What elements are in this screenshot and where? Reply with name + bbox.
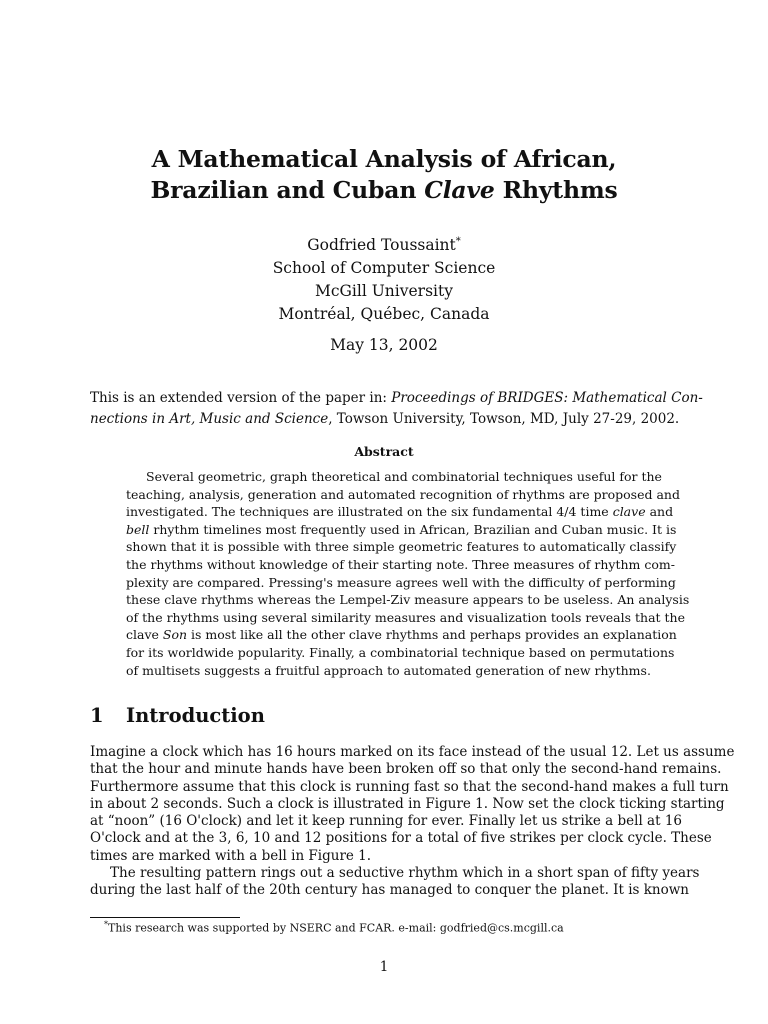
paper-date: May 13, 2002: [330, 336, 438, 354]
author-university: McGill University: [315, 282, 453, 301]
author-location: Montréal, Québec, Canada: [278, 305, 490, 324]
publication-note: This is an extended version of the paper in: Proceedings of BRIDGES: Mathematical Con- nections in Art, Music and Science, Towson University, Towson, MD, July 27-29, 2002.: [90, 390, 703, 427]
title-line-1: A Mathematical Analysis of African,: [151, 145, 617, 173]
title-line-2: Brazilian and Cuban Clave Rhythms: [150, 176, 618, 204]
section-number: 1: [90, 704, 104, 727]
footnote-rule: [90, 917, 240, 918]
body-text: Imagine a clock which has 16 hours marked on its face instead of the usual 12. Let us assume that the hour and minute hands have been broken off so that only the second-hand remains. Furthermore assume that this clock is running fast so that the second-hand makes a full turn in about 2 seconds. Such a clock is illustrated in Figure 1. Now set the clock ticking starting at “noon” (16 O'clock) and let it keep running for ever. Finally let us strike a bell at 16 O'clock and at the 3, 6, 10 and 12 positions for a total of five strikes per clock cycle. These times are marked with a bell in Figure 1. The resulting pattern rings out a seductive rhythm which in a short span of fifty years during the last half of the 20th century has managed to conquer the planet. It is known: [90, 744, 735, 899]
section-heading: [90, 704, 265, 727]
author-block: [0, 230, 768, 326]
paper-title: [0, 144, 768, 206]
section-title: Introduction: [126, 704, 265, 727]
page-number: 1: [379, 959, 389, 975]
footnote: *This research was supported by NSERC and FCAR. e-mail: godfried@cs.mcgill.ca: [104, 920, 564, 935]
abstract-heading: Abstract: [354, 444, 414, 459]
author-affiliation: School of Computer Science: [272, 259, 496, 278]
abstract-text: Several geometric, graph theoretical and combinatorial techniques useful for the teaching, analysis, generation and automated recognition of rhythms are proposed and investigated. The techniques are illustrated on the six fundamental 4/4 time clave and bell rhythm timelines most frequently used in African, Brazilian and Cuban music. It is shown that it is possible with three simple geometric features to automatically classify the rhythms without knowledge of their starting note. Three measures of rhythm com- plexity are compared. Pressing's measure agrees well with the difficulty of performing these clave rhythms whereas the Lempel-Ziv measure appears to be useless. An analysis of the rhythms using several similarity measures and visualization tools reveals that the clave Son is most like all the other clave rhythms and perhaps provides an explanation for its worldwide popularity. Finally, a combinatorial technique based on permutations of multisets suggests a fruitful approach to automated generation of new rhythms.: [126, 469, 690, 678]
author-name: Godfried Toussaint*: [307, 236, 461, 255]
